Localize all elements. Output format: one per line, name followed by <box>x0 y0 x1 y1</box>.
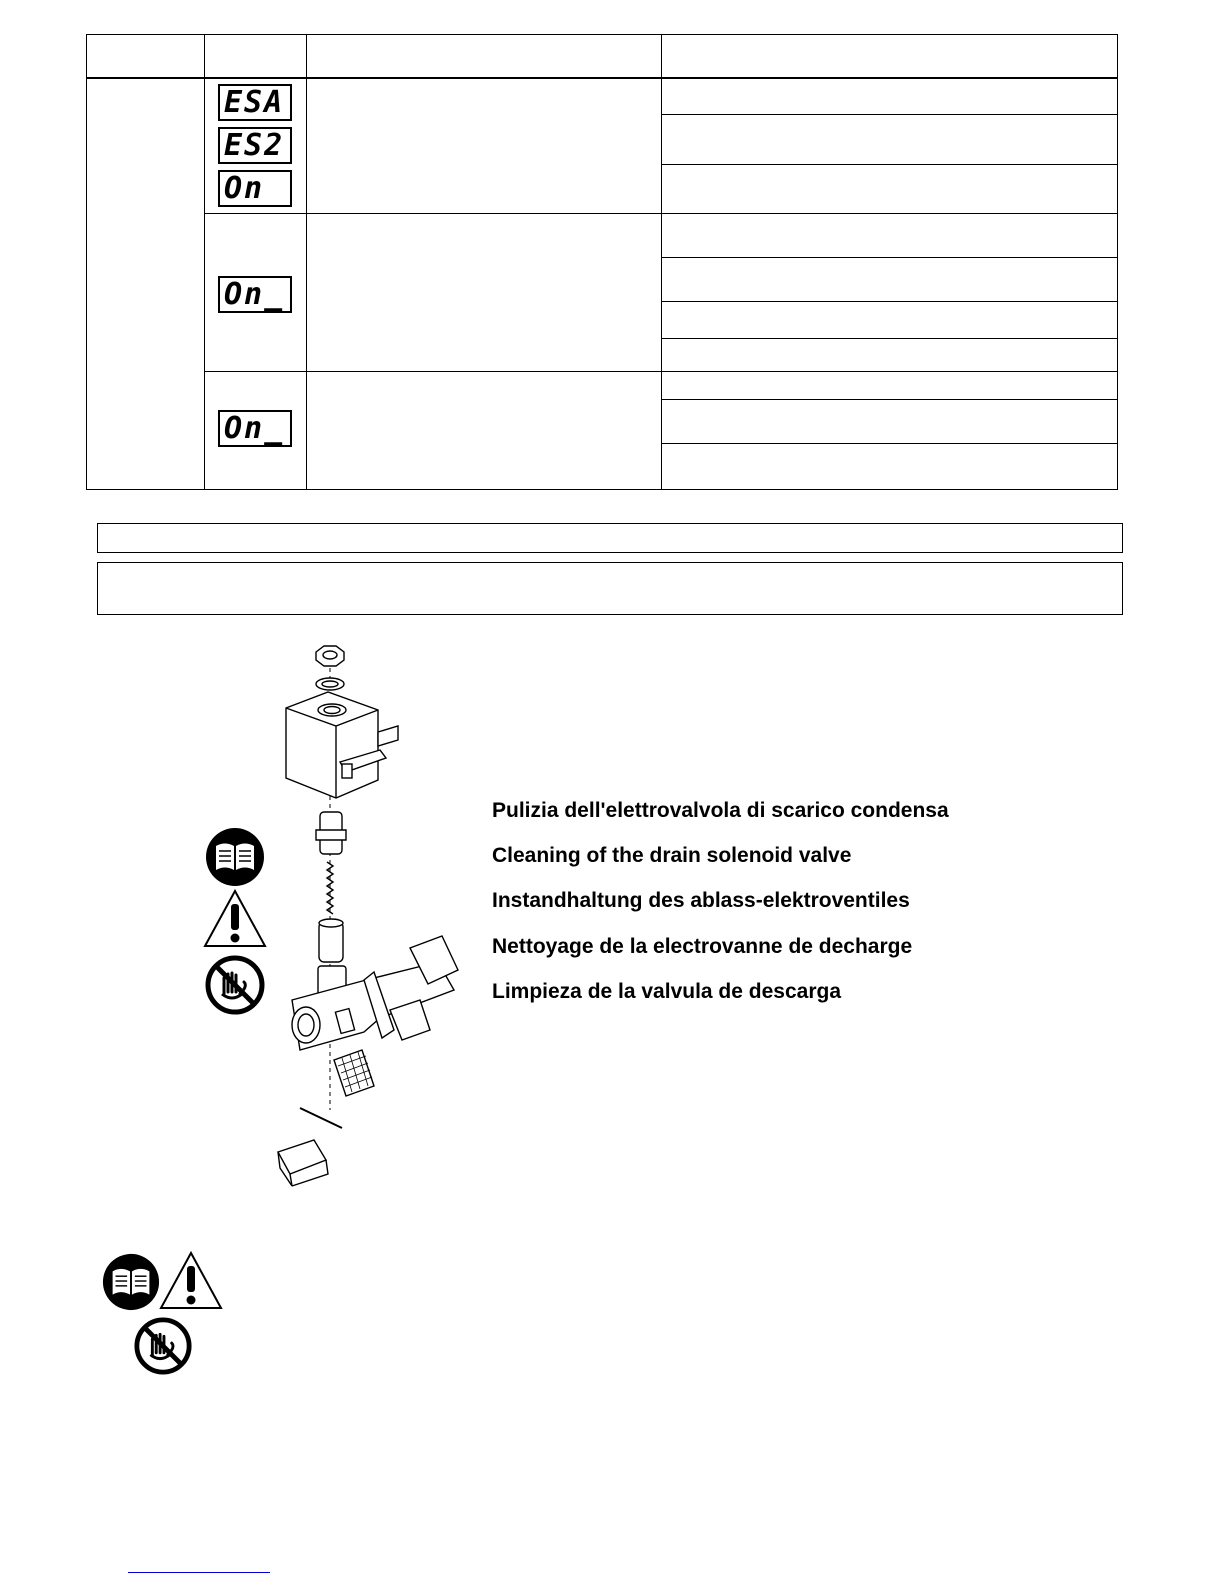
footer-link[interactable] <box>128 1572 270 1573</box>
warning-icon <box>202 888 268 950</box>
column-divider <box>204 34 205 490</box>
row-divider <box>661 164 1118 165</box>
row-divider <box>661 301 1118 302</box>
notice-box <box>97 562 1123 615</box>
row-group-divider <box>204 213 1118 214</box>
no-hand-operation-icon <box>204 954 266 1016</box>
caption-german: Instandhaltung des ablass-elektroventiles <box>492 889 910 912</box>
caption-spanish: Limpieza de la valvula de descarga <box>492 980 841 1003</box>
solenoid-valve-exploded-diagram <box>270 640 470 1200</box>
row-divider <box>661 443 1118 444</box>
row-divider <box>661 399 1118 400</box>
row-divider <box>661 257 1118 258</box>
caption-english: Cleaning of the drain solenoid valve <box>492 844 852 867</box>
row-divider <box>661 338 1118 339</box>
read-manual-icon <box>101 1252 161 1312</box>
caption-french: Nettoyage de la electrovanne de decharge <box>492 935 913 958</box>
lcd-display-esa: ESA <box>218 84 292 121</box>
lcd-display-on-underscore: On_ <box>218 410 292 447</box>
lcd-display-on-underscore: On_ <box>218 276 292 313</box>
no-hand-operation-icon <box>133 1316 193 1376</box>
lcd-display-es2: ES2 <box>218 127 292 164</box>
warning-icon <box>158 1250 224 1312</box>
row-group-divider <box>204 371 1118 372</box>
table-header-divider <box>86 77 1118 79</box>
lcd-display-on: On <box>218 170 292 207</box>
read-manual-icon <box>204 826 266 888</box>
column-divider <box>306 34 307 490</box>
notice-box <box>97 523 1123 553</box>
row-divider <box>661 114 1118 115</box>
caption-italian: Pulizia dell'elettrovalvola di scarico condensa <box>492 799 949 822</box>
column-divider <box>661 34 662 490</box>
